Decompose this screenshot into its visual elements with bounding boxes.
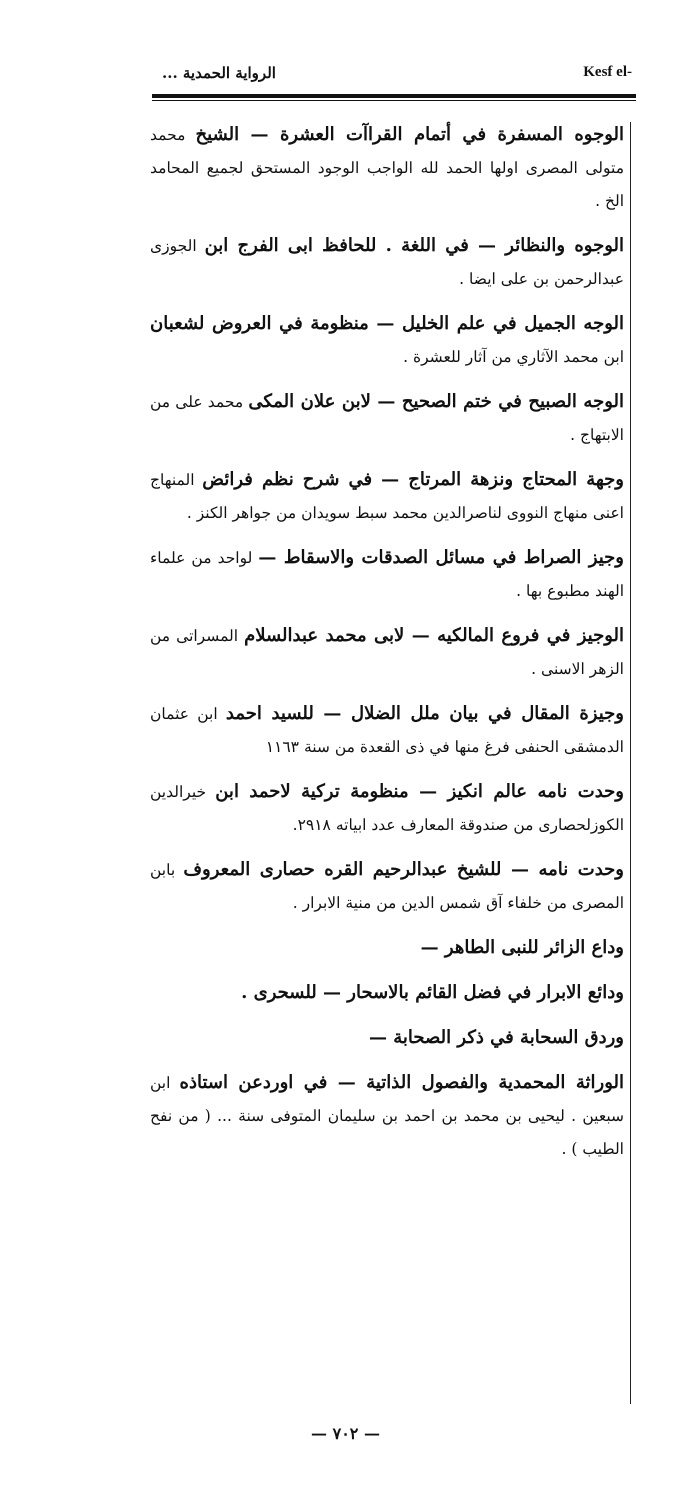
entry-body: المسراتى من الزهر الاسنى . bbox=[150, 627, 624, 678]
header-rule bbox=[152, 94, 636, 98]
entry-title: وجهة المحتاج ونزهة المرتاج — في شرح نظم فرائض bbox=[202, 469, 624, 490]
entry bbox=[150, 853, 624, 920]
entry bbox=[150, 976, 624, 1010]
entry-body: المنهاج اعنى منهاج النووى لناصرالدين محمد سبط سويدان من جواهر الكنز . bbox=[150, 471, 624, 522]
entries-column bbox=[150, 118, 624, 1177]
page-number: — ٧٠٢ — bbox=[311, 1424, 380, 1443]
entry-title: وحدت نامه — للشيخ عبدالرحيم القره حصارى المعروف bbox=[183, 859, 624, 880]
entry-body: ابن محمد الآثاري من آثار للعشرة . bbox=[403, 348, 624, 366]
entry-body: لواحد من علماء الهند مطبوع بها . bbox=[150, 549, 624, 600]
entry bbox=[150, 619, 624, 686]
entry-body: خيرالدين الكوزلحصارى من صندوقة المعارف عدد ابياته ٢٩١٨. bbox=[150, 783, 624, 834]
header-rule-thin bbox=[152, 100, 636, 101]
entry bbox=[150, 385, 624, 452]
page-header bbox=[152, 54, 636, 94]
entry bbox=[150, 1021, 624, 1055]
entry-body: ابن سبعين . ليحيى بن محمد بن احمد بن سليمان المتوفى سنة ... ( من نفح الطيب ) . bbox=[150, 1074, 624, 1158]
entry-body: محمد على من الابتهاج . bbox=[150, 393, 624, 444]
entry-body: بابن المصرى من خلفاء آق شمس الدين من منية الابرار . bbox=[150, 861, 624, 912]
entry-title: الوجوه والنظائر — في اللغة . للحافظ ابى الفرج ابن bbox=[204, 235, 624, 256]
entry-title: ودائع الابرار في فضل القائم بالاسحار — للسحرى . bbox=[241, 982, 624, 1003]
entry-title: الوجوه المسفرة في أتمام القراآت العشرة — الشيخ bbox=[195, 124, 624, 145]
entry bbox=[150, 775, 624, 842]
running-catchword: Kesf el- bbox=[583, 64, 632, 80]
entry-title: وجيزة المقال في بيان ملل الضلال — للسيد احمد bbox=[225, 703, 624, 724]
entry bbox=[150, 697, 624, 764]
entry-body: محمد متولى المصرى اولها الحمد لله الواجب الوجود المستحق لجميع المحامد الخ . bbox=[150, 126, 624, 210]
entry bbox=[150, 1066, 624, 1166]
entry bbox=[150, 118, 624, 218]
entry bbox=[150, 463, 624, 530]
entry-title: الوجه الجميل في علم الخليل — منظومة في العروض لشعبان bbox=[150, 313, 624, 334]
entry-title: وحدت نامه عالم انكيز — منظومة تركية لاحمد ابن bbox=[215, 781, 624, 802]
entry-title: الوجيز في فروع المالكيه — لابى محمد عبدالسلام bbox=[244, 625, 624, 646]
entry bbox=[150, 307, 624, 374]
entry bbox=[150, 229, 624, 296]
entry-body: الجوزى عبدالرحمن بن على ايضا . bbox=[150, 237, 624, 288]
entry-title: وجيز الصراط في مسائل الصدقات والاسقاط — bbox=[258, 547, 624, 568]
entry-body: ابن عثمان الدمشقى الحنفى فرغ منها في ذى القعدة من سنة ١١٦٣ bbox=[150, 705, 624, 756]
entry bbox=[150, 931, 624, 965]
entry-title: الوجه الصبيح في ختم الصحيح — لابن علان المكى bbox=[248, 391, 624, 412]
entry-title: الوراثة المحمدية والفصول الذاتية — في اوردعن استاذه bbox=[179, 1072, 624, 1093]
entry-title: وردق السحابة في ذكر الصحابة — bbox=[369, 1027, 624, 1048]
margin-line bbox=[630, 122, 631, 1404]
entry-title: وداع الزائر للنبى الطاهر — bbox=[420, 937, 624, 958]
running-title: الرواية الحمدية ... bbox=[162, 64, 276, 82]
entry bbox=[150, 541, 624, 608]
